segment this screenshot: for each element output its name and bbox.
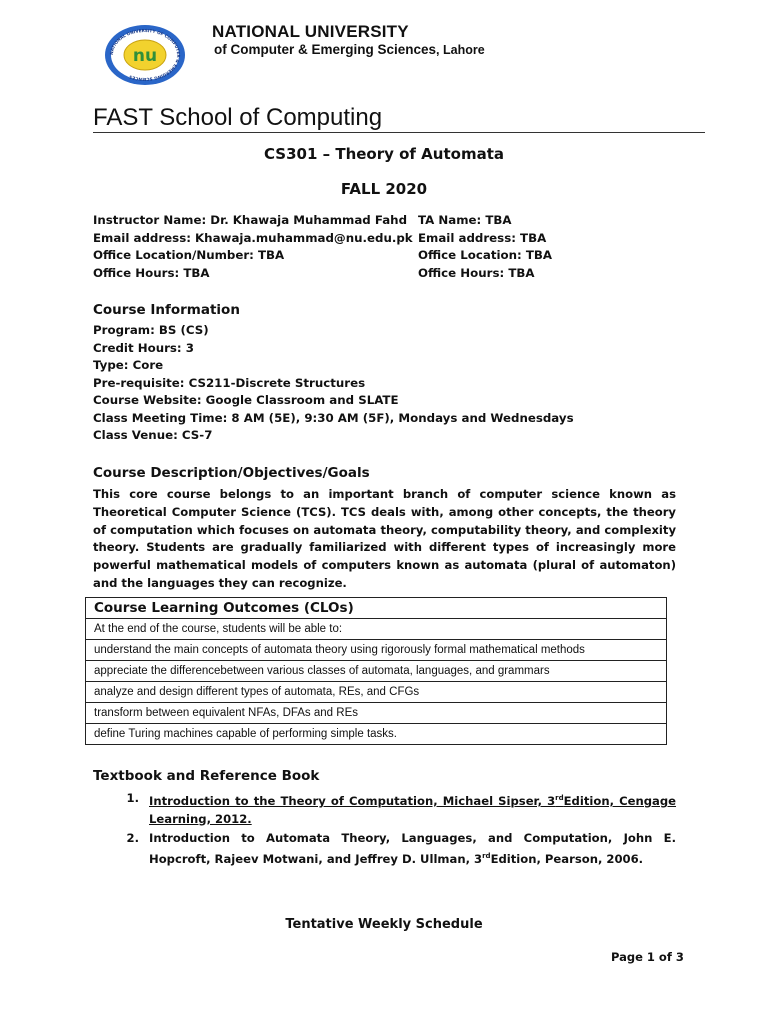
book-number: 2. [126,831,139,846]
clo-row: transform between equivalent NFAs, DFAs and REs [86,703,667,724]
clo-row: define Turing machines capable of performing simple tasks. [86,724,667,745]
ta-office-location: Office Location: TBA [418,248,553,262]
book-item [93,790,676,828]
books-list [93,790,676,871]
clo-table [85,597,667,745]
university-city: , Lahore [436,43,485,57]
clo-row: understand the main concepts of automata theory using rigorously formal mathematical methods [86,640,667,661]
university-sub-text: of Computer & Emerging Sciences [214,42,437,57]
description-text: This core course belongs to an important branch of computer science known as Theoretical Computer Science (TCS). TCS deals with, among other concepts, the theory of computation which focuses on automata theory, computability theory, and complexity theory. Students are gradually familiarized with different types of increasingly more powerful mathematical models of computers known as automata (plural of automaton) and the languages they can recognize. [93,487,676,590]
university-logo [104,24,186,86]
school-title: FAST School of Computing [93,104,383,131]
course-info-item: Credit Hours: 3 [93,340,194,355]
instructor-office-hours: Office Hours: TBA [93,265,210,280]
logo-mark: nu [132,46,158,66]
ta-name: TA Name: TBA [418,213,512,227]
university-name: NATIONAL UNIVERSITY [212,22,409,41]
book-edition-sup: rd [555,794,564,802]
course-info-item: Program: BS (CS) [93,323,209,337]
course-term: FALL 2020 [340,180,428,198]
description-heading: Course Description/Objectives/Goals [93,465,370,481]
logo-ring-text: NATIONAL UNIVERSITY OF COMPUTER & EMERGING SCIENCES [108,27,182,83]
course-info-item: Course Website: Google Classroom and SLATE [93,393,399,407]
instructor-name: Instructor Name: Dr. Khawaja Muhammad Fahd [93,213,408,227]
course-info-item: Type: Core [93,358,164,372]
clo-heading: Course Learning Outcomes (CLOs) [86,598,667,619]
clo-row: analyze and design different types of automata, REs, and CFGs [86,682,667,703]
book-edition-sup: rd [482,852,491,861]
page-number: Page 1 of 3 [611,950,684,964]
books-heading: Textbook and Reference Book [93,768,320,784]
ta-contact [418,212,552,282]
book-text-main: Introduction to the Theory of Computation, Michael Sipser, 3 [149,793,556,808]
course-info-heading: Course Information [93,302,240,318]
book-text-main: Introduction to Automata Theory, Languages, and Computation, John E. Hopcroft, Rajeev Motwani, and Jeffrey D. Ullman, 3 [149,831,676,867]
instructor-email: Email address: Khawaja.muhammad@nu.edu.pk [93,230,413,245]
book-text [149,790,676,828]
book-item [93,830,676,868]
ta-office-hours: Office Hours: TBA [418,265,535,280]
book-text-rest: Edition, Pearson, 2006. [490,852,644,867]
course-info-item: Class Venue: CS-7 [93,428,213,442]
course-title: CS301 – Theory of Automata [264,145,504,163]
book-text-rest: Edition, Cengage Learning, 2012. [149,793,677,826]
schedule-heading: Tentative Weekly Schedule [285,917,483,932]
clo-row: appreciate the differencebetween various classes of automata, languages, and grammars [86,661,667,682]
course-info-item: Pre-requisite: CS211-Discrete Structures [93,375,366,390]
instructor-office-location: Office Location/Number: TBA [93,248,285,262]
clo-row: At the end of the course, students will be able to: [86,619,667,640]
book-number: 1. [126,791,139,805]
header-rule [93,132,705,133]
university-subtitle [214,42,485,57]
ta-email: Email address: TBA [418,230,547,245]
course-info-list [93,322,574,445]
course-info-item: Class Meeting Time: 8 AM (5E), 9:30 AM (5F), Mondays and Wednesdays [93,410,574,425]
instructor-contact [93,212,413,282]
book-text [149,830,676,868]
